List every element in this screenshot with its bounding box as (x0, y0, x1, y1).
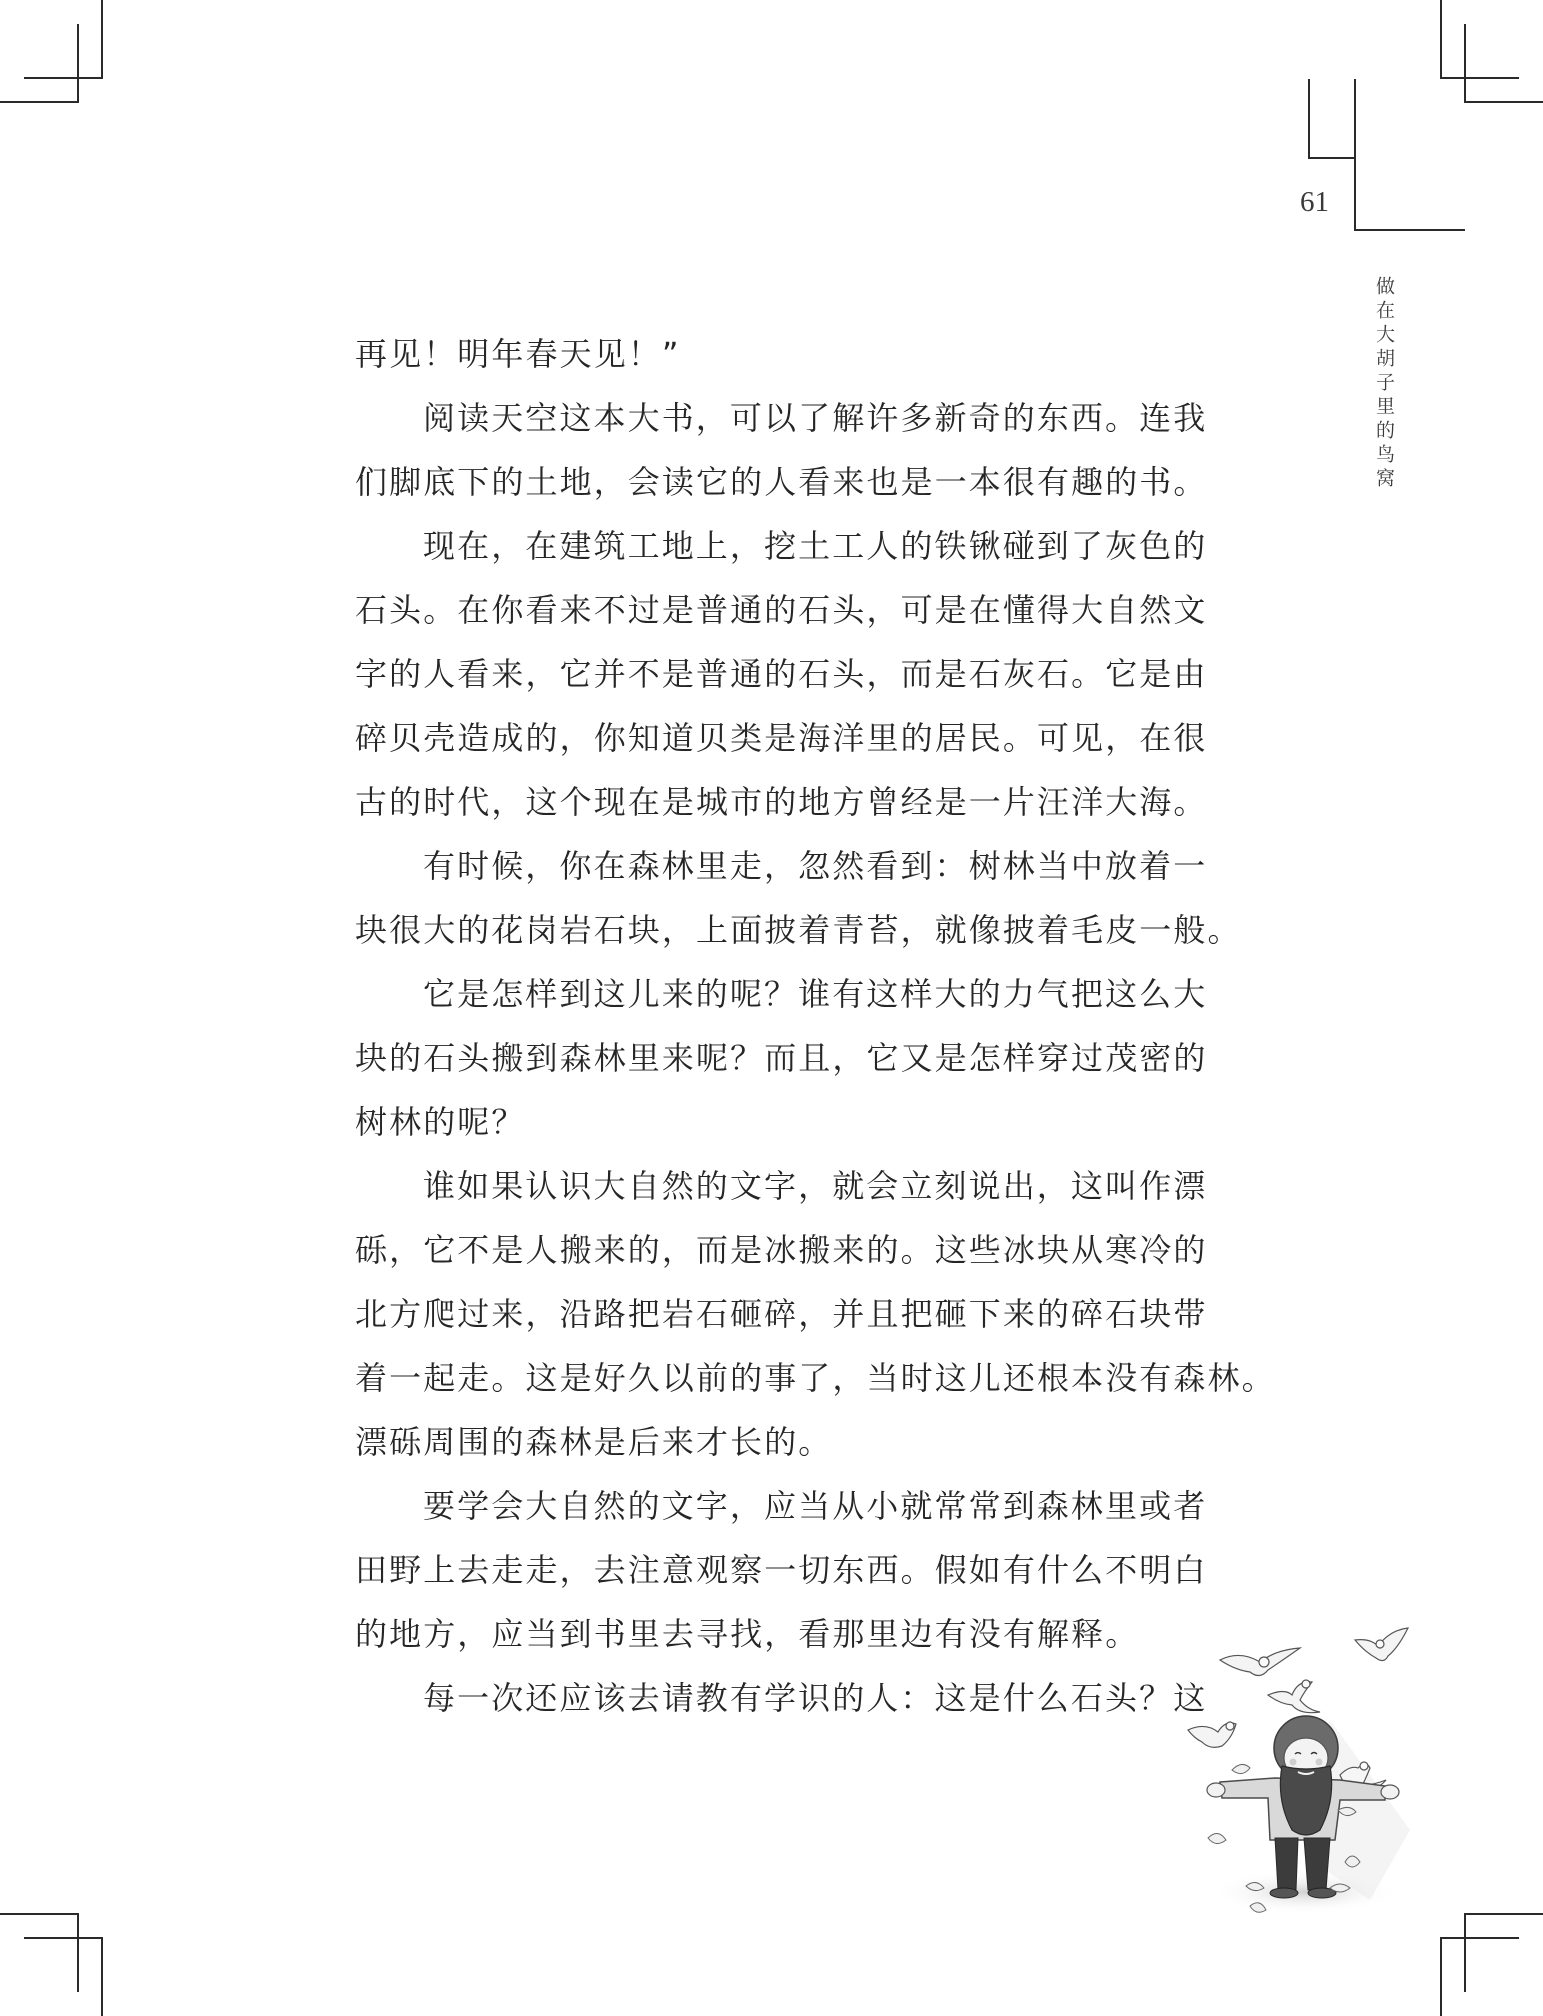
paragraph-first-line: 要学会大自然的文字，应当从小就常常到森林里或者 (423, 1487, 1208, 1525)
text-line: 北方爬过来，沿路把岩石砸碎，并且把砸下来的碎石块带 (355, 1295, 1208, 1333)
text-line: 的地方，应当到书里去寻找，看那里边有没有解释。 (355, 1615, 1140, 1653)
bird-icon (1355, 1628, 1408, 1661)
crop-mark (77, 1913, 79, 1992)
text-line: 块很大的花岗岩石块，上面披着青苔，就像披着毛皮一般。 (355, 911, 1242, 949)
paragraph-first-line: 有时候，你在森林里走，忽然看到：树林当中放着一 (423, 847, 1208, 885)
crop-mark (1440, 77, 1519, 79)
header-rule (1308, 79, 1310, 158)
paragraph-first-line: 每一次还应该去请教有学识的人：这是什么石头？这 (423, 1679, 1208, 1717)
crop-mark (1464, 1913, 1466, 1992)
crop-mark (1440, 1937, 1442, 2016)
text-line: 树林的呢？ (355, 1103, 526, 1141)
crop-mark (1440, 1937, 1519, 1939)
text-line: 碎贝壳造成的，你知道贝类是海洋里的居民。可见，在很 (355, 719, 1208, 757)
header-rule (1354, 79, 1356, 230)
text-line: 田野上去走走，去注意观察一切东西。假如有什么不明白 (355, 1551, 1208, 1589)
text-line: 们脚底下的土地，会读它的人看来也是一本很有趣的书。 (355, 463, 1208, 501)
crop-mark (0, 101, 79, 103)
crop-mark (101, 0, 103, 79)
text-line: 再见！明年春天见！” (355, 335, 681, 373)
paragraph-first-line: 现在，在建筑工地上，挖土工人的铁锹碰到了灰色的 (423, 527, 1208, 565)
crop-mark (101, 1937, 103, 2016)
header-rule (1308, 157, 1355, 159)
running-title: 做在大胡子里的鸟窝 (1373, 276, 1395, 492)
crop-mark (77, 24, 79, 103)
paragraph-first-line: 谁如果认识大自然的文字，就会立刻说出，这叫作漂 (423, 1167, 1208, 1205)
crop-mark (1464, 1913, 1543, 1915)
bird-icon (1220, 1648, 1300, 1676)
paragraph-first-line: 阅读天空这本大书，可以了解许多新奇的东西。连我 (423, 399, 1208, 437)
page-number: 61 (1300, 186, 1329, 218)
bird-icon (1188, 1722, 1236, 1747)
text-line: 块的石头搬到森林里来呢？而且，它又是怎样穿过茂密的 (355, 1039, 1208, 1077)
crop-mark (1440, 0, 1442, 79)
bearded-man-illustration (1180, 1600, 1440, 1920)
crop-mark (24, 1937, 103, 1939)
text-line: 着一起走。这是好久以前的事了，当时这儿还根本没有森林。 (355, 1359, 1276, 1397)
bird-icon (1268, 1680, 1320, 1713)
crop-mark (1464, 24, 1466, 103)
text-line: 石头。在你看来不过是普通的石头，可是在懂得大自然文 (355, 591, 1208, 629)
paragraph-first-line: 它是怎样到这儿来的呢？谁有这样大的力气把这么大 (423, 975, 1208, 1013)
body-text (355, 322, 1276, 1730)
crop-mark (24, 77, 103, 79)
text-line: 古的时代，这个现在是城市的地方曾经是一片汪洋大海。 (355, 783, 1208, 821)
crop-mark (1464, 101, 1543, 103)
text-line: 字的人看来，它并不是普通的石头，而是石灰石。它是由 (355, 655, 1208, 693)
text-line: 漂砾周围的森林是后来才长的。 (355, 1423, 833, 1461)
text-line: 砾，它不是人搬来的，而是冰搬来的。这些冰块从寒冷的 (355, 1231, 1208, 1269)
header-rule (1354, 229, 1465, 231)
crop-mark (0, 1913, 79, 1915)
